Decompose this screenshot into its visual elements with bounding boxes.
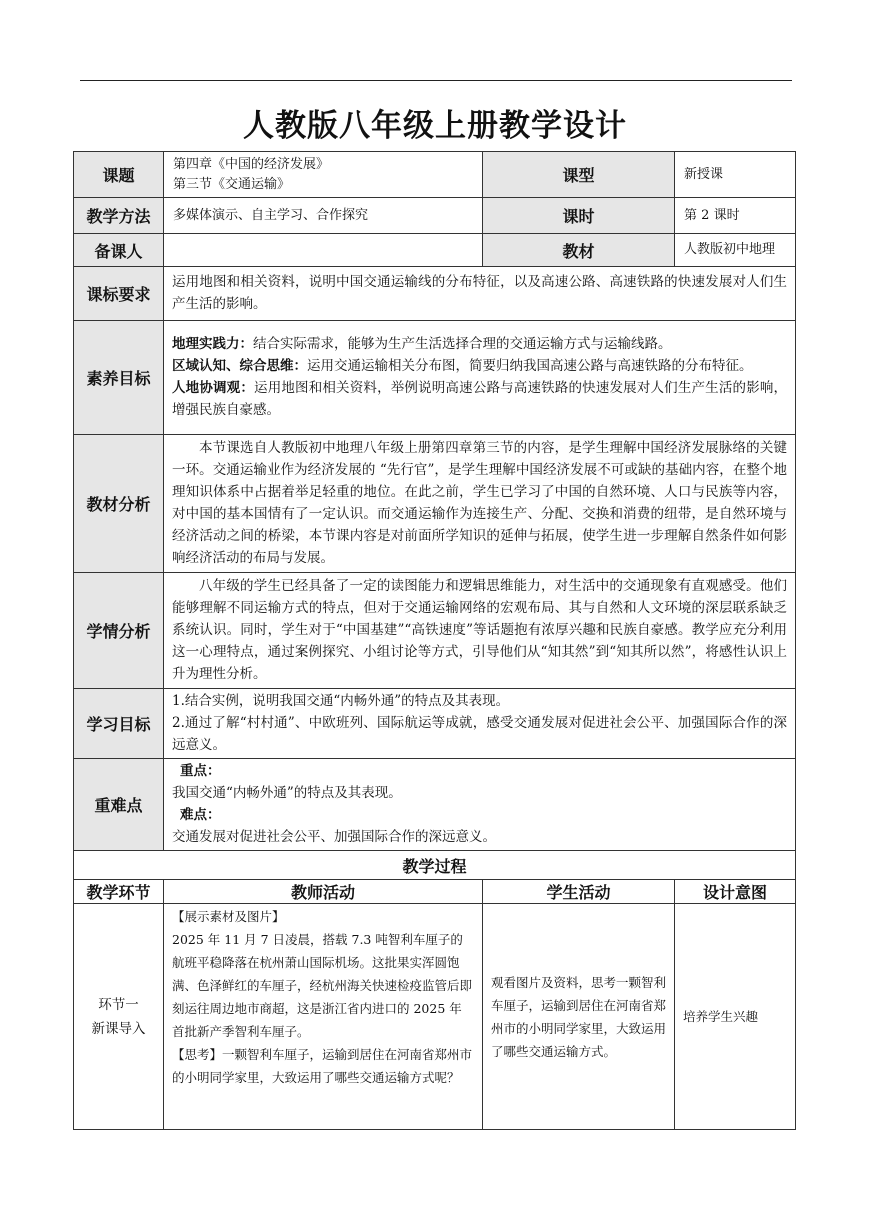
method-label: 教学方法 xyxy=(74,198,164,234)
topic-chapter: 第四章《中国的经济发展》 xyxy=(173,156,330,172)
literacy-item: 地理实践力：结合实际需求，能够为生产生活选择合理的交通运输方式与运输线路。 xyxy=(172,336,672,352)
topic-label: 课题 xyxy=(74,152,164,198)
standards-label: 课标要求 xyxy=(74,267,164,321)
row-literacy xyxy=(74,321,796,435)
textbook-label: 教材 xyxy=(483,234,675,267)
hours-label: 课时 xyxy=(483,198,675,234)
preparer-value xyxy=(164,234,483,267)
row-objectives xyxy=(74,689,796,759)
hours-value: 第 2 课时 xyxy=(675,198,796,234)
header-intent: 设计意图 xyxy=(675,880,796,904)
header-rule xyxy=(80,80,792,81)
row-preparer xyxy=(74,234,796,267)
topic-value xyxy=(164,152,483,198)
teacher-activity-line: 2025 年 11 月 7 日凌晨，搭载 7.3 吨智利车厘子的航班平稳降落在杭州萧山国际机场。这批果实浑圆饱满、色泽鲜红的车厘子，经杭州海关快速检疫监管后即刻运往周边地市商超，这是浙江省内进口的 2025 年首批新产季智利车厘子。 xyxy=(172,932,473,1039)
teacher-activity xyxy=(164,904,483,1130)
difficult-head: 难点： xyxy=(180,807,221,823)
process-title: 教学过程 xyxy=(74,851,796,880)
stage-name: 环节一 新课导入 xyxy=(74,904,164,1130)
student-analysis-label: 学情分析 xyxy=(74,573,164,689)
textbook-value: 人教版初中地理 xyxy=(675,234,796,267)
row-standards xyxy=(74,267,796,321)
topic-section: 第三节《交通运输》 xyxy=(173,176,291,192)
objectives-list xyxy=(164,689,796,759)
teacher-activity-line: 【思考】一颗智利车厘子，运输到居住在河南省郑州市的小明同学家里，大致运用了哪些交通运输方式呢？ xyxy=(172,1047,473,1085)
row-process-title xyxy=(74,851,796,880)
row-process-headers xyxy=(74,880,796,904)
objective-item: 2.通过了解“村村通”、中欧班列、国际航运等成就，感受交通发展对促进社会公平、加强国际合作的深远意义。 xyxy=(172,715,788,753)
literacy-item: 人地协调观：运用地图和相关资料，举例说明高速公路与高速铁路的快速发展对人们生产生活的影响，增强民族自豪感。 xyxy=(172,380,788,418)
row-student-analysis xyxy=(74,573,796,689)
header-stage: 教学环节 xyxy=(74,880,164,904)
row-textbook-analysis xyxy=(74,435,796,573)
method-value: 多媒体演示、自主学习、合作探究 xyxy=(164,198,483,234)
header-student: 学生活动 xyxy=(483,880,675,904)
textbook-analysis-text: 本节课选自人教版初中地理八年级上册第四章第三节的内容，是学生理解中国经济发展脉络的关键一环。交通运输业作为经济发展的 “先行官”，是学生理解中国经济发展不可或缺的基础内容，在整个地理知识体系中占据着举足轻重的地位。在此之前，学生已学习了中国的自然环境、人口与民族等内容，对中国的基本国情有了一定认识。而交通运输作为连接生产、分配、交换和消费的纽带，是自然环境与经济活动之间的桥梁，本节课内容是对前面所学知识的延伸与拓展，使学生进一步理解自然条件如何影响经济活动的布局与发展。 xyxy=(172,440,788,566)
literacy-goals xyxy=(164,321,796,435)
row-stage-1 xyxy=(74,904,796,1130)
textbook-analysis-label: 教材分析 xyxy=(74,435,164,573)
keypoints-label: 重难点 xyxy=(74,759,164,851)
row-topic xyxy=(74,152,796,198)
objectives-label: 学习目标 xyxy=(74,689,164,759)
student-activity: 观看图片及资料，思考一颗智利车厘子，运输到居住在河南省郑州市的小明同学家里，大致运用了哪些交通运输方式。 xyxy=(483,904,675,1130)
objective-item: 1.结合实例，说明我国交通“内畅外通”的特点及其表现。 xyxy=(172,693,510,709)
standards-text: 运用地图和相关资料，说明中国交通运输线的分布特征，以及高速公路、高速铁路的快速发展对人们生产生活的影响。 xyxy=(164,267,796,321)
textbook-analysis xyxy=(164,435,796,573)
difficult-text: 交通发展对促进社会公平、加强国际合作的深远意义。 xyxy=(172,829,496,845)
student-analysis-text: 八年级的学生已经具备了一定的读图能力和逻辑思维能力，对生活中的交通现象有直观感受。他们能够理解不同运输方式的特点，但对于交通运输网络的宏观布局、其与自然和人文环境的深层联系缺乏系统认识。同时，学生对于“中国基建”“高铁速度”等话题抱有浓厚兴趣和民族自豪感。教学应充分利用这一心理特点，通过案例探究、小组讨论等方式，引导他们从“知其然”到“知其所以然”，将感性认识上升为理性分析。 xyxy=(172,578,788,682)
type-label: 课型 xyxy=(483,152,675,198)
key-text: 我国交通“内畅外通”的特点及其表现。 xyxy=(172,785,402,801)
keypoints-content xyxy=(164,759,796,851)
key-head: 重点： xyxy=(180,763,221,779)
literacy-label: 素养目标 xyxy=(74,321,164,435)
type-value: 新授课 xyxy=(675,152,796,198)
header-teacher: 教师活动 xyxy=(164,880,483,904)
literacy-item: 区域认知、综合思维：运用交通运输相关分布图，简要归纳我国高速公路与高速铁路的分布特征。 xyxy=(172,358,753,374)
lesson-plan-table xyxy=(73,151,796,1130)
design-intent: 培养学生兴趣 xyxy=(675,904,796,1130)
row-keypoints xyxy=(74,759,796,851)
document-title: 人教版八年级上册教学设计 xyxy=(243,108,627,144)
student-analysis xyxy=(164,573,796,689)
teacher-activity-line: 【展示素材及图片】 xyxy=(172,909,285,924)
row-method xyxy=(74,198,796,234)
preparer-label: 备课人 xyxy=(74,234,164,267)
